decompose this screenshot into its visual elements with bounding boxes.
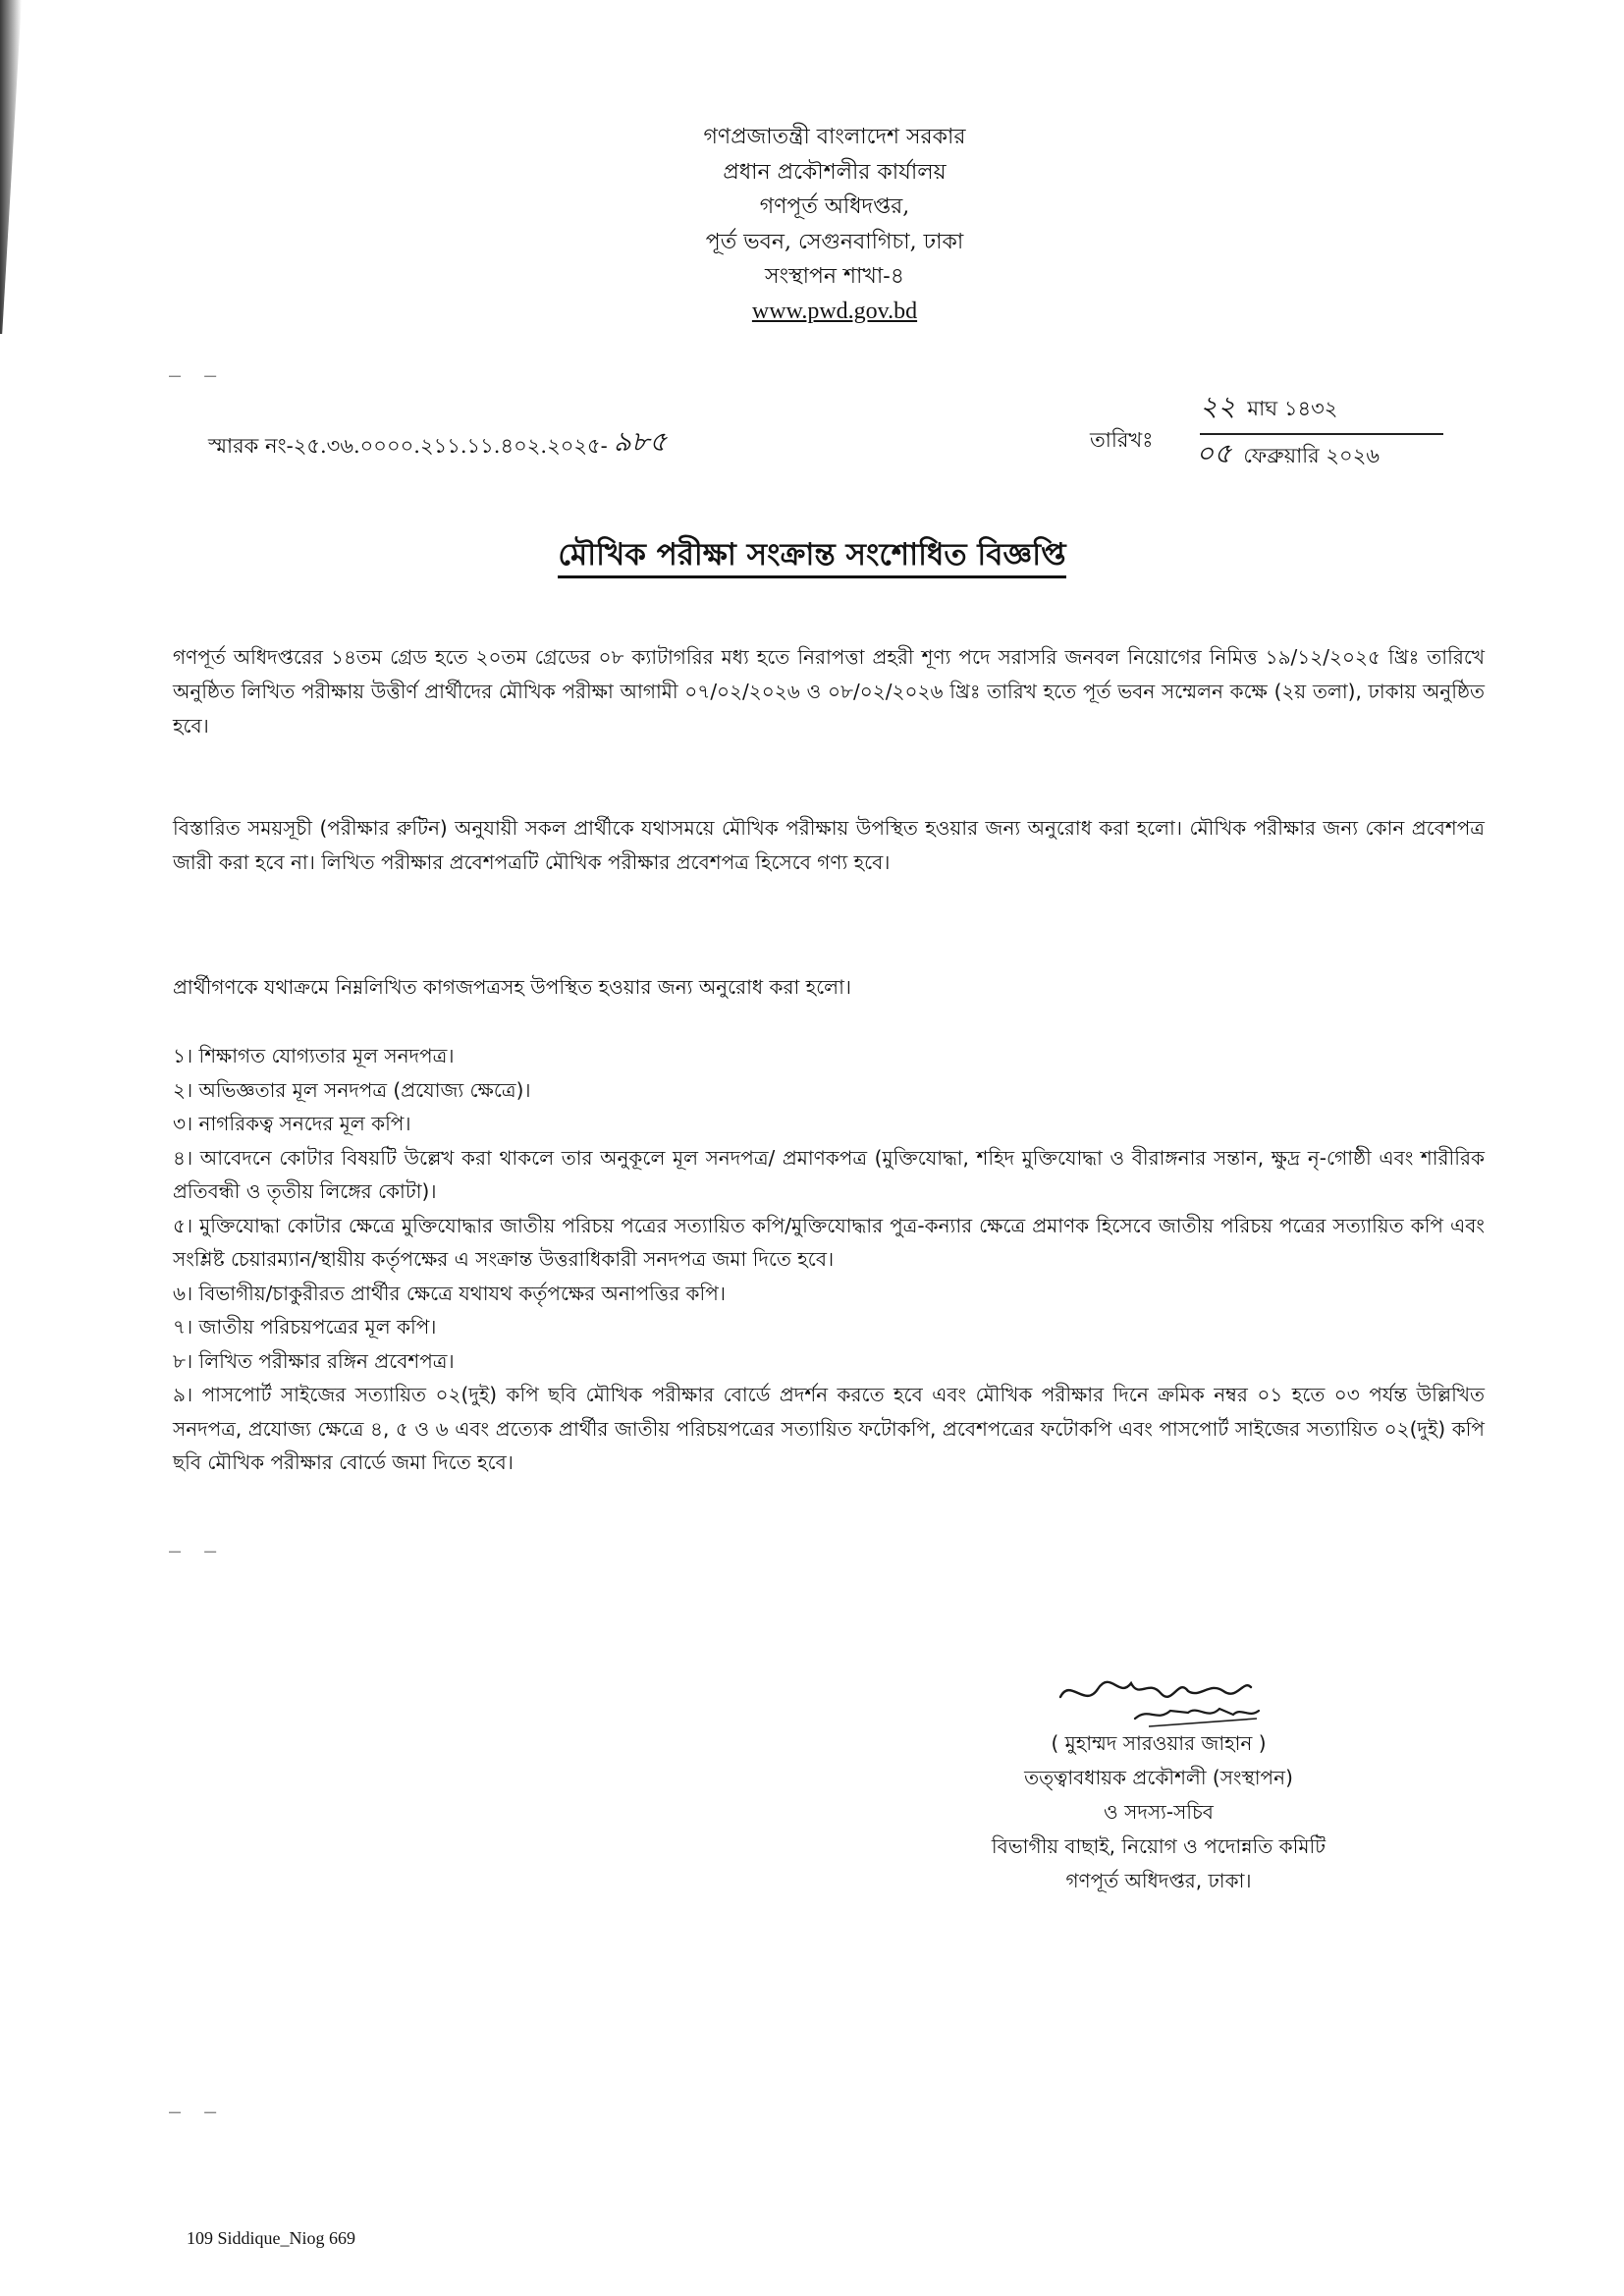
header-government: গণপ্রজাতন্ত্রী বাংলাদেশ সরকার: [703, 125, 966, 149]
header-website-link[interactable]: www.pwd.gov.bd: [751, 298, 918, 324]
footer-reference: 109 Siddique_Niog 669: [187, 2228, 356, 2248]
signatory-office: গণপূর্ত অধিদপ্তর, ঢাকা।: [1065, 1869, 1252, 1892]
date-bangla-day: ২২: [1200, 390, 1236, 422]
memo-handwritten-number: ৯৮৫: [613, 425, 668, 458]
margin-tick: ‒ ‒: [169, 1539, 223, 1562]
date-bangla: [1200, 385, 1443, 435]
list-item: ৯। পাসপোর্ট সাইজের সত্যায়িত ০২(দুই) কপি ছবি মৌখিক পরীক্ষার বোর্ডে প্রদর্শন করতে হবে এবং মৌখিক পরীক্ষার দিনে ক্রমিক নম্বর ০১ হতে ০৩ পর্যন্ত উল্লিখিত সনদপত্র, প্রযোজ্য ক্ষেত্রে ৪, ৫ ও ৬ এবং প্রত্যেক প্রার্থীর জাতীয় পরিচয়পত্রের সত্যায়িত ফটোকপি, প্রবেশপত্রের ফটোকপি এবং পাসপোর্ট সাইজের সত্যায়িত ০২(দুই) কপি ছবি মৌখিক পরীক্ষার বোর্ডে জমা দিতে হবে।: [173, 1383, 1485, 1474]
date-bangla-month-year: মাঘ ১৪৩২: [1247, 397, 1338, 420]
date-label: তারিখঃ: [1090, 428, 1154, 452]
memo-label: স্মারক নং-২৫.৩৬.০০০০.২১১.১১.৪০২.২০২৫-: [208, 434, 608, 458]
list-item: ২। অভিজ্ঞতার মূল সনদপত্র (প্রযোজ্য ক্ষেত্রে)।: [173, 1077, 531, 1102]
list-item: ৪। আবেদনে কোটার বিষয়টি উল্লেখ করা থাকলে তার অনুকূলে মূল সনদপত্র/ প্রমাণকপত্র (মুক্তিযোদ্ধা, শহিদ মুক্তিযোদ্ধা ও বীরাঙ্গনার সন্তান, ক্ষুদ্র নৃ-গোষ্ঠী এবং শারীরিক প্রতিবন্ধী ও তৃতীয় লিঙ্গের কোটা)।: [173, 1145, 1485, 1203]
list-item: ৮। লিখিত পরীক্ষার রঙ্গিন প্রবেশপত্র।: [173, 1348, 455, 1373]
date-greg-month-year: ফেব্রুয়ারি ২০২৬: [1243, 444, 1380, 467]
header-office: প্রধান প্রকৌশলীর কার্যালয়: [723, 159, 947, 185]
office-header: [530, 120, 1139, 329]
header-branch: সংস্থাপন শাখা-৪: [765, 264, 904, 289]
list-item: ৫। মুক্তিযোদ্ধা কোটার ক্ষেত্রে মুক্তিযোদ্ধার জাতীয় পরিচয় পত্রের সত্যায়িত কপি/মুক্তিযোদ্ধার পুত্র-কন্যার ক্ষেত্রে প্রমাণক হিসেবে জাতীয় পরিচয় পত্রের সত্যায়িত কপি এবং সংশ্লিষ্ট চেয়ারম্যান/স্থায়ীয় কর্তৃপক্ষের এ সংক্রান্ত উত্তরাধিকারী সনদপত্র জমা দিতে হবে।: [173, 1213, 1485, 1271]
scan-edge-shadow: [0, 0, 22, 334]
list-item: ৬। বিভাগীয়/চাকুরীরত প্রার্থীর ক্ষেত্রে যথাযথ কর্তৃপক্ষের অনাপত্তির কপি।: [173, 1281, 726, 1305]
signatory-designation: তত্ত্বাবধায়ক প্রকৌশলী (সংস্থাপন): [1024, 1766, 1293, 1789]
margin-tick: ‒ ‒: [169, 2100, 223, 2123]
paragraph-admit-card: বিস্তারিত সময়সূচী (পরীক্ষার রুটিন) অনুযায়ী সকল প্রার্থীকে যথাসময়ে মৌখিক পরীক্ষায় উপস্থিত হওয়ার জন্য অনুরোধ করা হলো। মৌখিক পরীক্ষার জন্য কোন প্রবেশপত্র জারী করা হবে না। লিখিত পরীক্ষার প্রবেশপত্রটি মৌখিক পরীক্ষার প্রবেশপত্র হিসেবে গণ্য হবে।: [173, 816, 1485, 874]
list-item: ৩। নাগরিকত্ব সনদের মূল কপি।: [173, 1112, 411, 1135]
paragraph-documents-intro: প্রার্থীগণকে যথাক্রমে নিম্নলিখিত কাগজপত্রসহ উপস্থিত হওয়ার জন্য অনুরোধ করা হলো।: [173, 975, 852, 999]
handwritten-signature: [1041, 1669, 1276, 1730]
notice-title-text: মৌখিক পরীক্ষা সংক্রান্ত সংশোধিত বিজ্ঞপ্তি: [558, 537, 1065, 578]
required-documents-list: [173, 1039, 1485, 1480]
header-address: পূর্ত ভবন, সেগুনবাগিচা, ঢাকা: [705, 229, 964, 254]
paragraph-exam-schedule: গণপূর্ত অধিদপ্তরের ১৪তম গ্রেড হতে ২০তম গ্রেডের ০৮ ক্যাটাগরির মধ্য হতে নিরাপত্তা প্রহরী শূণ্য পদে সরাসরি জনবল নিয়োগের নিমিত্ত ১৯/১২/২০২৫ খ্রিঃ তারিখে অনুষ্ঠিত লিখিত পরীক্ষায় উত্তীর্ণ প্রার্থীদের মৌখিক পরীক্ষা আগামী ০৭/০২/২০২৬ ও ০৮/০২/২০২৬ খ্রিঃ তারিখ হতে পূর্ত ভবন সম্মেলন কক্ষে (২য় তলা), ঢাকায় অনুষ্ঠিত হবে।: [173, 645, 1485, 738]
signatory-role: ও সদস্য-সচিব: [1104, 1800, 1214, 1824]
signature-block: [943, 1669, 1375, 1898]
signatory-committee: বিভাগীয় বাছাই, নিয়োগ ও পদোন্নতি কমিটি: [991, 1834, 1326, 1858]
memo-number: [208, 420, 667, 466]
date-greg-day: ০৫: [1196, 437, 1232, 469]
date-block: [1090, 385, 1443, 473]
list-item: ১। শিক্ষাগত যোগ্যতার মূল সনদপত্র।: [173, 1044, 455, 1067]
margin-tick: ‒ ‒: [169, 363, 223, 387]
date-gregorian: [1196, 432, 1380, 478]
notice-title: [0, 531, 1624, 582]
signatory-name: ( মুহাম্মদ সারওয়ার জাহান ): [1051, 1731, 1267, 1755]
list-item: ৭। জাতীয় পরিচয়পত্রের মূল কপি।: [173, 1315, 437, 1339]
header-department: গণপূর্ত অধিদপ্তর,: [759, 194, 910, 219]
